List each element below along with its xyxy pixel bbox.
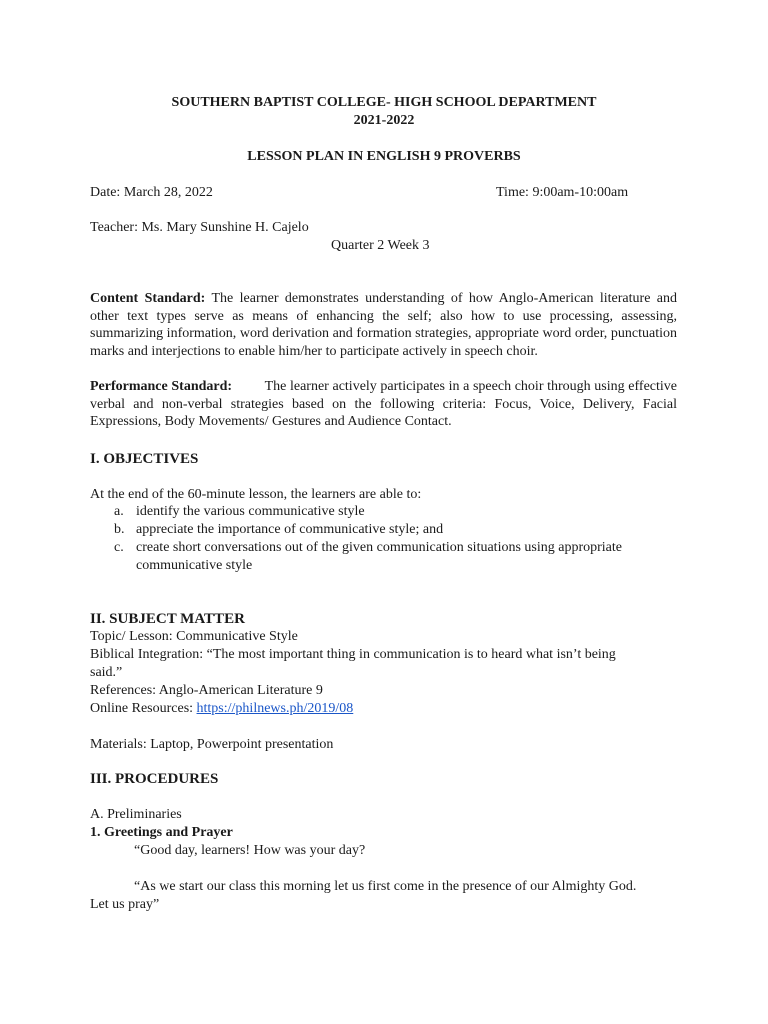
performance-standard <box>90 378 677 431</box>
school-name: SOUTHERN BAPTIST COLLEGE- HIGH SCHOOL DEPARTMENT <box>171 95 597 110</box>
prayer-quote-line2: Let us pray” <box>90 897 160 912</box>
teacher-line: Teacher: Ms. Mary Sunshine H. Cajelo <box>90 220 309 235</box>
topic-line: Topic/ Lesson: Communicative Style <box>90 629 298 644</box>
online-resources-line <box>90 700 353 718</box>
online-resources-label: Online Resources: <box>90 701 197 716</box>
preliminaries-line: A. Preliminaries <box>90 807 182 822</box>
time-line: Time: 9:00am-10:00am <box>496 185 629 200</box>
biblical-integration-line2: said.” <box>90 665 123 680</box>
greetings-prayer-heading: 1. Greetings and Prayer <box>90 825 233 840</box>
content-standard-label: Content Standard: <box>90 291 206 306</box>
objective-a: identify the various communicative style <box>136 504 365 519</box>
content-standard-text: The learner demonstrates understanding of how Anglo-American literature and other text types serve as means of enhancing the self; also how to use processing, assessing, summarizing information, word derivation and formation strategies, appropriate word order, punctuation marks and interjections to enable him/her to participate actively in speech choir. <box>90 291 678 359</box>
objective-c-cont: communicative style <box>136 558 253 573</box>
school-year: 2021-2022 <box>353 113 415 128</box>
references-line: References: Anglo-American Literature 9 <box>90 683 323 698</box>
prayer-quote-line1: “As we start our class this morning let us first come in the presence of our Almighty God. <box>134 879 637 894</box>
quarter-line: Quarter 2 Week 3 <box>331 238 430 253</box>
materials-line: Materials: Laptop, Powerpoint presentation <box>90 737 334 752</box>
objective-a-marker: a. <box>114 504 124 519</box>
greeting-quote: “Good day, learners! How was your day? <box>134 843 366 858</box>
objectives-heading: I. OBJECTIVES <box>90 451 199 467</box>
online-resources-link[interactable]: https://philnews.ph/2019/08 <box>196 701 354 716</box>
procedures-heading: III. PROCEDURES <box>90 771 219 787</box>
performance-standard-text: The learner actively participates in a speech choir through using effective verbal and non-verbal strategies based on the following criteria: Focus, Voice, Delivery, Facial Expressions, Body Movements/ Gestures and Audience Contact. <box>90 379 677 430</box>
content-standard <box>90 290 677 360</box>
date-line: Date: March 28, 2022 <box>90 185 213 200</box>
objective-c: create short conversations out of the given communication situations using appropriate <box>136 540 622 555</box>
objective-b-marker: b. <box>114 522 125 537</box>
objectives-intro: At the end of the 60-minute lesson, the learners are able to: <box>90 487 422 502</box>
objective-c-marker: c. <box>114 540 124 555</box>
lesson-plan-title: LESSON PLAN IN ENGLISH 9 PROVERBS <box>247 149 521 164</box>
objective-b: appreciate the importance of communicative style; and <box>136 522 444 537</box>
biblical-integration-line1: Biblical Integration: “The most important thing in communication is to heard what isn’t being <box>90 647 616 662</box>
performance-standard-label: Performance Standard: <box>90 379 233 394</box>
subject-matter-heading: II. SUBJECT MATTER <box>90 611 245 627</box>
